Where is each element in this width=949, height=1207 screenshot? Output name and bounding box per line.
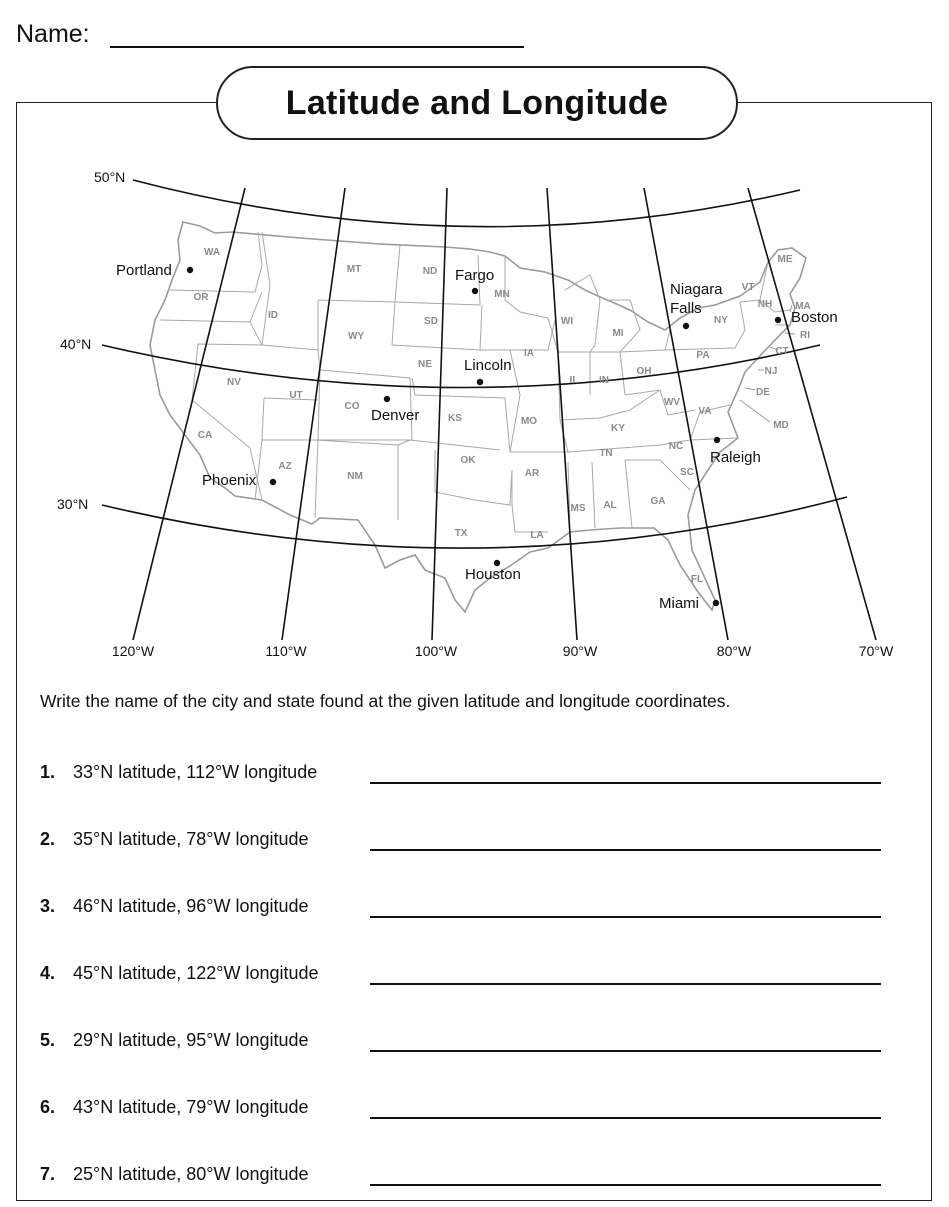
state-label: OK	[460, 455, 476, 466]
lat-label-50: 50°N	[94, 169, 126, 185]
city-dot	[477, 379, 483, 385]
state-label: AL	[603, 500, 617, 511]
question-number: 5.	[40, 1030, 56, 1050]
question-number: 2.	[40, 829, 56, 849]
city-dot	[384, 396, 390, 402]
question-number: 1.	[40, 762, 56, 782]
state-label: IL	[569, 375, 579, 386]
state-label: NM	[347, 471, 363, 482]
state-label: OH	[636, 366, 652, 377]
state-label: CA	[197, 430, 213, 441]
state-label: MO	[520, 416, 538, 427]
state-label: IN	[599, 375, 609, 386]
lon-label-80: 80°W	[716, 643, 752, 659]
state-label: MI	[612, 328, 624, 339]
state-label: KS	[448, 413, 462, 424]
question-text: 25°N latitude, 80°W longitude	[73, 1164, 309, 1184]
answer-line[interactable]	[370, 1050, 881, 1052]
question-3	[40, 896, 882, 926]
state-label: SC	[680, 467, 694, 478]
lon-label-120: 120°W	[111, 643, 155, 659]
question-text: 33°N latitude, 112°W longitude	[73, 762, 318, 782]
state-label: ME	[777, 254, 793, 265]
state-label: NV	[227, 377, 241, 388]
answer-line[interactable]	[370, 1184, 881, 1186]
state-label: MT	[346, 264, 362, 275]
city-label-boston: Boston	[791, 309, 838, 326]
name-row	[16, 20, 536, 56]
answer-line[interactable]	[370, 983, 881, 985]
lon-label-70: 70°W	[858, 643, 894, 659]
title-banner	[216, 66, 738, 140]
lon-label-100: 100°W	[414, 643, 458, 659]
city-label-miami: Miami	[659, 595, 699, 612]
city-label-portland: Portland	[116, 262, 172, 279]
question-number: 7.	[40, 1164, 56, 1184]
us-map	[0, 150, 949, 670]
state-label: CO	[344, 401, 360, 412]
state-label: GA	[650, 496, 666, 507]
question-text: 43°N latitude, 79°W longitude	[73, 1097, 309, 1117]
state-label: MA	[795, 301, 811, 312]
answer-line[interactable]	[370, 849, 881, 851]
state-label: WY	[347, 331, 365, 342]
lon-label-110: 110°W	[265, 643, 307, 659]
state-label: TX	[454, 528, 468, 539]
instructions: Write the name of the city and state found at the given latitude and longitude coordinates.	[40, 691, 731, 711]
question-number: 4.	[40, 963, 56, 983]
state-label: NC	[668, 441, 684, 452]
city-label-fargo: Fargo	[455, 267, 495, 284]
city-label-niagara: Niagara	[670, 281, 723, 298]
question-number: 3.	[40, 896, 56, 916]
state-label: WV	[663, 397, 681, 408]
city-label-houston: Houston	[465, 566, 521, 583]
city-dot	[472, 288, 478, 294]
state-label: NY	[714, 315, 728, 326]
city-label-falls: Falls	[670, 300, 702, 317]
city-dot	[713, 600, 719, 606]
state-label: DE	[756, 387, 770, 398]
answer-line[interactable]	[370, 782, 881, 784]
city-dot	[683, 323, 689, 329]
question-text: 45°N latitude, 122°W longitude	[73, 963, 319, 983]
question-text: 29°N latitude, 95°W longitude	[73, 1030, 309, 1050]
city-label-raleigh: Raleigh	[710, 449, 761, 466]
question-number: 6.	[40, 1097, 56, 1117]
name-blank-line[interactable]	[110, 46, 524, 48]
state-label: VA	[698, 406, 712, 417]
state-label: WA	[203, 247, 221, 258]
state-label: VT	[741, 282, 755, 293]
question-7	[40, 1164, 882, 1194]
state-label: KY	[611, 423, 625, 434]
lat-label-30: 30°N	[57, 496, 89, 512]
question-4	[40, 963, 882, 993]
state-label: WI	[560, 316, 574, 327]
answer-line[interactable]	[370, 1117, 881, 1119]
city-dot	[714, 437, 720, 443]
state-label: RI	[800, 330, 810, 341]
answer-line[interactable]	[370, 916, 881, 918]
state-label: CT	[775, 346, 789, 357]
city-label-lincoln: Lincoln	[464, 357, 512, 374]
state-label: SD	[424, 316, 438, 327]
name-label: Name:	[16, 20, 90, 48]
question-text: 46°N latitude, 96°W longitude	[73, 896, 309, 916]
city-label-phoenix: Phoenix	[202, 472, 257, 489]
state-label: NE	[418, 359, 432, 370]
lat-label-40: 40°N	[60, 336, 92, 352]
city-dot	[270, 479, 276, 485]
state-label: MN	[494, 289, 510, 300]
city-dot	[775, 317, 781, 323]
state-label: TN	[599, 448, 613, 459]
state-label: UT	[289, 390, 303, 401]
state-label: IA	[524, 348, 534, 359]
lon-label-90: 90°W	[562, 643, 598, 659]
state-label: ND	[422, 266, 438, 277]
state-label: NJ	[764, 366, 778, 377]
question-2	[40, 829, 882, 859]
question-1	[40, 762, 882, 792]
page-title: Latitude and Longitude	[285, 83, 669, 122]
city-label-denver: Denver	[371, 407, 420, 424]
question-text: 35°N latitude, 78°W longitude	[73, 829, 309, 849]
state-label: PA	[696, 350, 710, 361]
city-dot	[187, 267, 193, 273]
state-label: MS	[570, 503, 586, 514]
state-label: AZ	[278, 461, 292, 472]
state-label: AR	[524, 468, 540, 479]
question-6	[40, 1097, 882, 1127]
state-label: NH	[757, 299, 773, 310]
state-label: ID	[268, 310, 278, 321]
state-label: OR	[193, 292, 209, 303]
state-label: FL	[690, 574, 704, 585]
state-label: MD	[773, 420, 789, 431]
question-5	[40, 1030, 882, 1060]
state-label: LA	[530, 530, 544, 541]
